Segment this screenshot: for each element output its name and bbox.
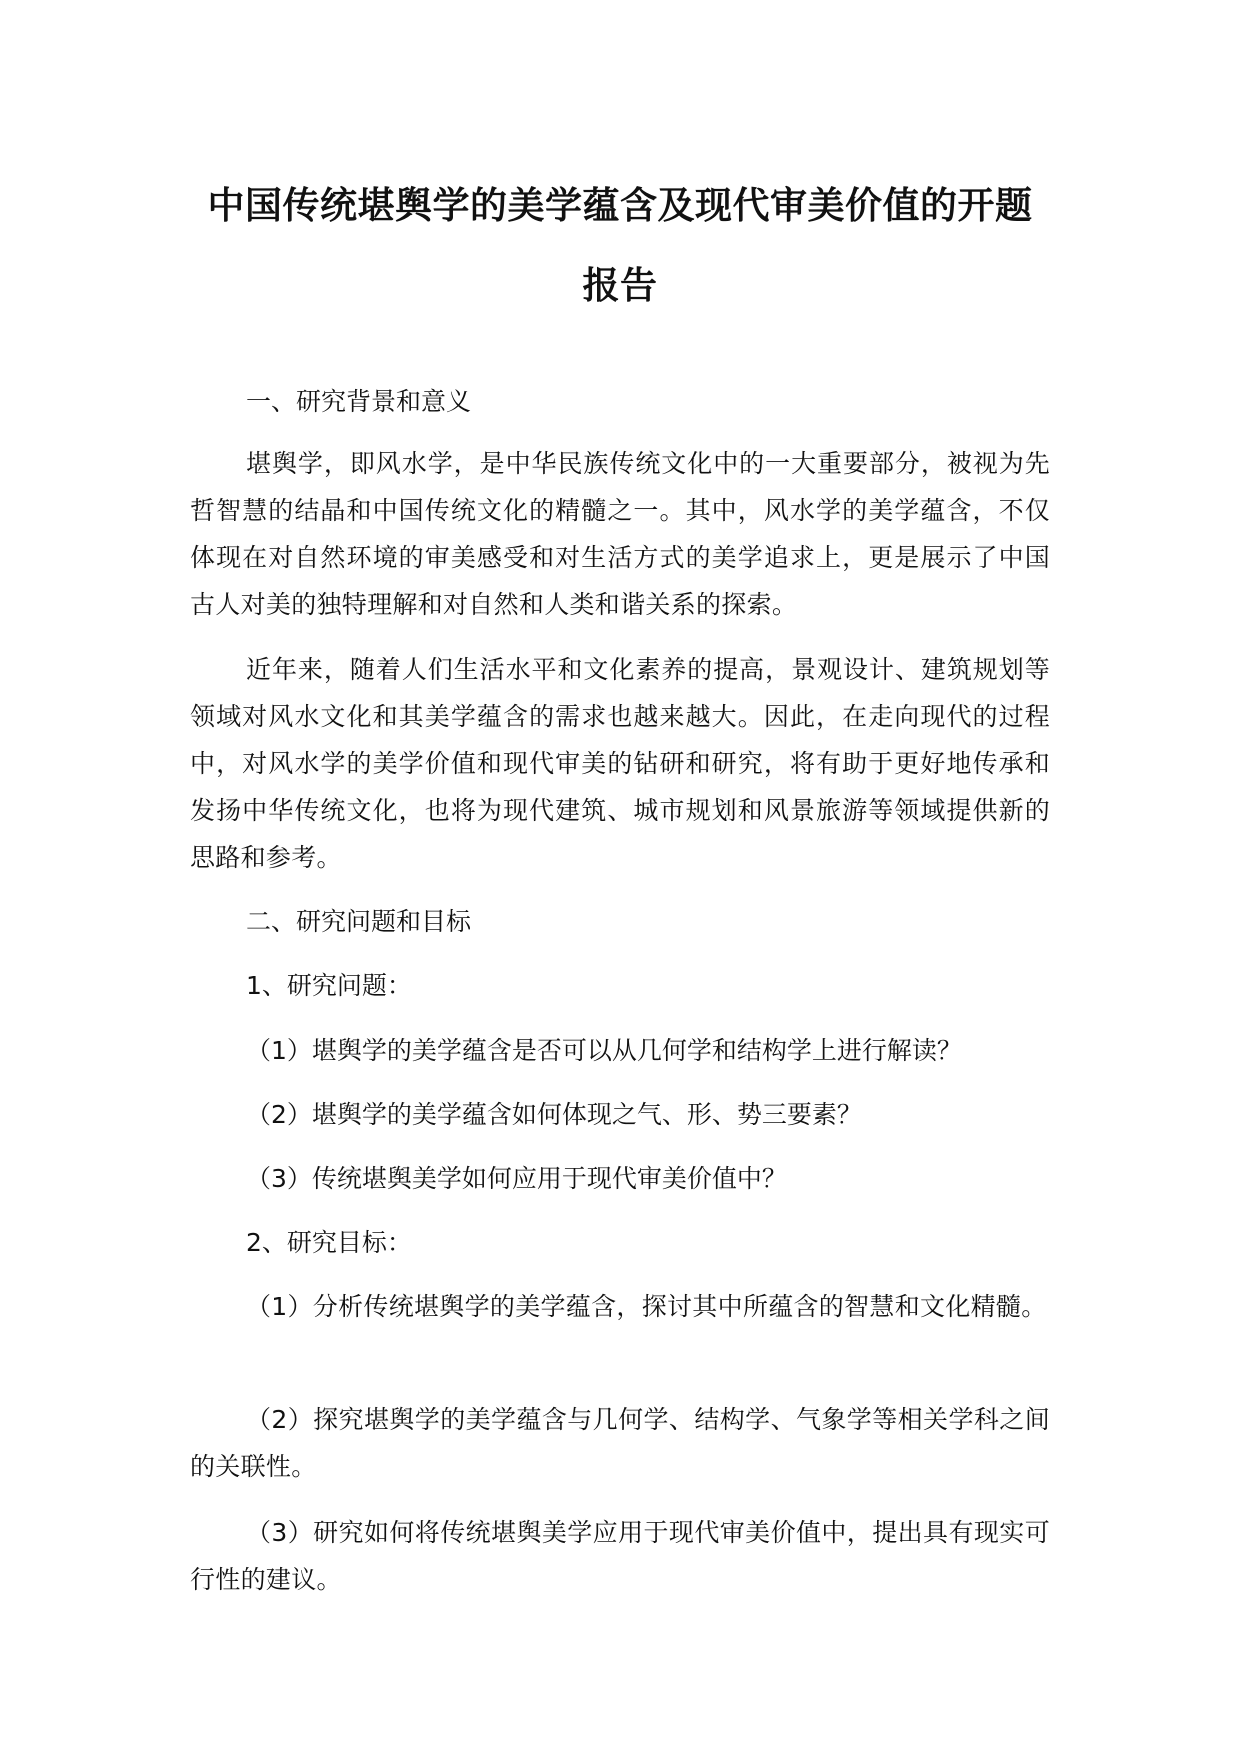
paragraph-background-2: 近年来，随着人们生活水平和文化素养的提高，景观设计、建筑规划等领域对风水文化和其美学蕴含的需求也越来越大。因此，在走向现代的过程中，对风水学的美学价值和现代审美的钻研和研究，将有助于更好地传承和发扬中华传统文化，也将为现代建筑、城市规划和风景旅游等领域提供新的思路和参考。 [190, 655, 1050, 872]
research-goal-item: （2）探究堪舆学的美学蕴含与几何学、结构学、气象学等相关学科之间的关联性。 [190, 1405, 1050, 1481]
research-question-item: （2）堪舆学的美学蕴含如何体现之气、形、势三要素？ [246, 1100, 862, 1129]
document-title-line-2: 报告 [582, 264, 658, 307]
section-heading-background: 一、研究背景和意义 [246, 387, 472, 416]
research-question-item: （1）堪舆学的美学蕴含是否可以从几何学和结构学上进行解读？ [246, 1036, 962, 1065]
research-questions-label: 1、研究问题： [246, 971, 412, 1000]
research-goal-item: （1）分析传统堪舆学的美学蕴含，探讨其中所蕴含的智慧和文化精髓。 [246, 1292, 1047, 1321]
paragraph-background-1: 堪舆学，即风水学，是中华民族传统文化中的一大重要部分，被视为先哲智慧的结晶和中国传统文化的精髓之一。其中，风水学的美学蕴含，不仅体现在对自然环境的审美感受和对生活方式的美学追求上，更是展示了中国古人对美的独特理解和对自然和人类和谐关系的探索。 [190, 449, 1050, 619]
section-heading-questions-goals: 二、研究问题和目标 [246, 907, 472, 936]
document-title-line-1: 中国传统堪舆学的美学蕴含及现代审美价值的开题 [207, 184, 1033, 227]
research-goal-item: （3）研究如何将传统堪舆美学应用于现代审美价值中，提出具有现实可行性的建议。 [190, 1518, 1050, 1594]
research-question-item: （3）传统堪舆美学如何应用于现代审美价值中？ [246, 1164, 787, 1193]
research-goals-label: 2、研究目标： [246, 1228, 412, 1257]
